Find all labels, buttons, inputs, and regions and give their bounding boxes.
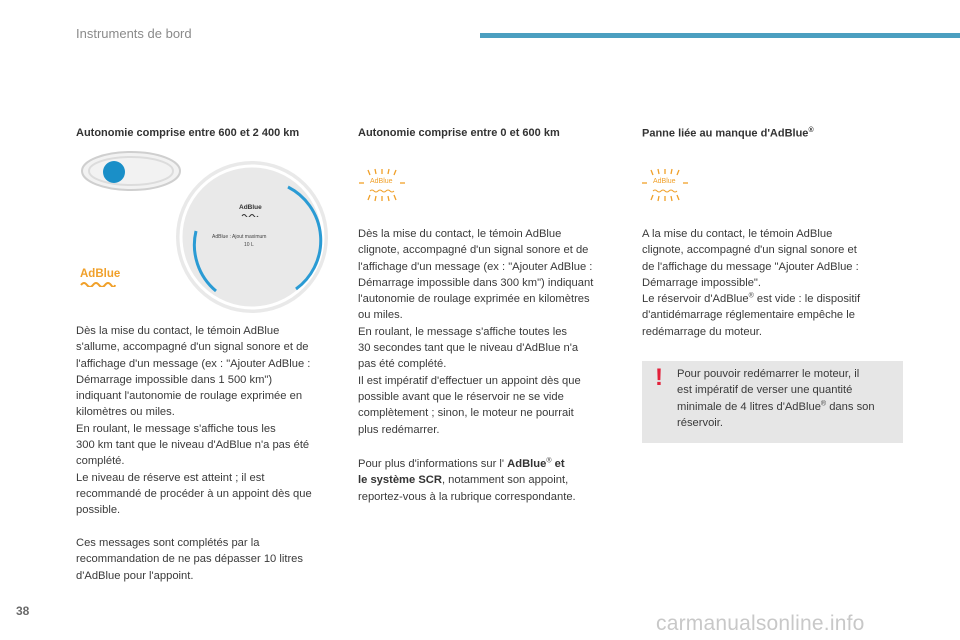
note-line: réservoir. <box>677 416 724 429</box>
col3-line: Démarrage impossible". <box>642 276 761 289</box>
col2-paragraph-2 <box>358 456 576 505</box>
registered-mark: ® <box>748 292 754 300</box>
col2-p1-line: 30 secondes tant que le niveau d'AdBlue n'a <box>358 342 579 355</box>
section-title: Instruments de bord <box>76 26 192 41</box>
col1-p1-line: En roulant, le message s'affiche tous les <box>76 422 276 435</box>
header-accent-bar <box>480 33 960 38</box>
watermark: carmanualsonline.info <box>656 612 865 635</box>
col1-p1-line: 300 km tant que le niveau d'AdBlue n'a pas été <box>76 439 310 452</box>
col1-paragraph-1 <box>76 323 312 519</box>
col1-p2-line: recommandation de ne pas dépasser 10 litres <box>76 553 303 566</box>
col2-p1-line: Dès la mise du contact, le témoin AdBlue <box>358 228 562 240</box>
col2-p1-line: pas été complété. <box>358 358 447 371</box>
col1-p1-line: kilomètres ou miles. <box>76 406 175 419</box>
col1-p1-line: Le niveau de réserve est atteint ; il est <box>76 471 265 484</box>
col3-line5-suffix: est vide : le dispositif <box>753 293 861 306</box>
col2-p1-line: clignote, accompagné d'un signal sonore et de <box>358 244 589 257</box>
registered-mark: ® <box>820 399 827 407</box>
col1-p2-line: Ces messages sont complétés par la <box>76 537 260 549</box>
col3-line: d'antidémarrage réglementaire empêche le <box>642 309 855 322</box>
col2-p2-line: reportez-vous à la rubrique correspondante. <box>358 490 576 503</box>
adblue-flashing-warning-icon <box>641 168 689 202</box>
col2-p2-line <box>358 472 576 488</box>
col1-paragraph-2 <box>76 535 303 584</box>
warning-note-text <box>677 366 875 431</box>
col2-p1-line: ou miles. <box>358 309 403 322</box>
col2-p2-line <box>358 456 576 472</box>
note-line: Pour pouvoir redémarrer le moteur, il <box>677 368 860 380</box>
col1-p1-line: possible. <box>76 504 121 517</box>
note-line3-prefix: minimale de 4 litres d'AdBlue <box>677 400 821 413</box>
col1-p1-line: s'allume, accompagné d'un signal sonore et de <box>76 341 309 354</box>
col3-line: A la mise du contact, le témoin AdBlue <box>642 228 833 240</box>
registered-mark: ® <box>546 457 552 465</box>
display-adblue-label: AdBlue <box>239 204 262 211</box>
warning-note-box <box>642 361 903 443</box>
instrument-cluster-icon <box>80 150 182 192</box>
scr-system-link[interactable]: le système SCR <box>358 474 442 487</box>
display-adblue-wave-icon <box>241 213 261 217</box>
col2-p1-line: l'affichage d'un message (ex : "Ajouter AdBlue : <box>358 260 593 273</box>
adblue-logo <box>80 268 120 287</box>
display-message-line1: AdBlue : Ajout maximum <box>212 234 267 240</box>
col2-p2-prefix: Pour plus d'informations sur l' <box>358 458 508 470</box>
col2-p1-line: l'autonomie de roulage exprimée en kilomètres <box>358 293 590 306</box>
col2-icon-label: AdBlue <box>370 178 393 185</box>
col3-line5-prefix: Le réservoir d'AdBlue <box>642 293 749 306</box>
col1-p1-line: recommandé de procéder à un appoint dès que <box>76 487 312 500</box>
col2-p1-line: En roulant, le message s'affiche toutes les <box>358 325 568 338</box>
note-line <box>677 399 875 415</box>
col2-paragraph-1 <box>358 226 593 438</box>
col1-p1-line: Démarrage impossible dans 1 500 km") <box>76 373 273 386</box>
note-line3-suffix: dans son <box>826 400 875 413</box>
col1-p1-line: Dès la mise du contact, le témoin AdBlue <box>76 325 280 337</box>
col2-p2-and: et <box>551 458 565 470</box>
col2-p1-line: possible avant que le réservoir ne se vide <box>358 390 564 403</box>
col1-p1-line: indiquant l'autonomie de roulage exprimée en <box>76 390 303 403</box>
col2-p1-line: Démarrage impossible dans 300 km") indiquant <box>358 276 594 289</box>
registered-mark: ® <box>808 127 814 134</box>
note-line: est impératif de verser une quantité <box>677 384 853 397</box>
col1-title: Autonomie comprise entre 600 et 2 400 km <box>76 127 300 139</box>
page-number: 38 <box>16 604 30 618</box>
col3-line: redémarrage du moteur. <box>642 325 763 338</box>
col1-p1-line: complété. <box>76 455 125 468</box>
col1-p1-line: l'affichage d'un message (ex : "Ajouter AdBlue : <box>76 357 311 370</box>
warning-exclamation-icon: ! <box>655 364 663 391</box>
col3-icon-label: AdBlue <box>653 178 676 185</box>
adblue-link[interactable]: AdBlue <box>507 458 547 470</box>
col3-title <box>642 127 814 140</box>
adblue-flashing-warning-icon <box>358 168 406 202</box>
col2-title: Autonomie comprise entre 0 et 600 km <box>358 127 560 139</box>
col3-title-text: Panne liée au manque d'AdBlue <box>642 127 809 140</box>
col2-p2-suffix: , notamment son appoint, <box>441 474 569 487</box>
col3-line: clignote, accompagné d'un signal sonore et <box>642 244 857 257</box>
display-message-line2: 10 L <box>244 242 254 248</box>
col3-paragraph <box>642 226 860 340</box>
col2-p1-line: complètement ; sinon, le moteur ne pourrait <box>358 407 574 420</box>
col2-p1-line: plus redémarrer. <box>358 423 440 436</box>
adblue-wave-icon <box>80 281 116 287</box>
col3-line: de l'affichage du message "Ajouter AdBlue : <box>642 260 859 273</box>
col1-p2-line: d'AdBlue pour l'appoint. <box>76 569 194 582</box>
col2-p1-line: Il est impératif d'effectuer un appoint dès que <box>358 374 581 387</box>
adblue-logo-text: AdBlue <box>80 268 121 280</box>
col3-line <box>642 291 860 307</box>
